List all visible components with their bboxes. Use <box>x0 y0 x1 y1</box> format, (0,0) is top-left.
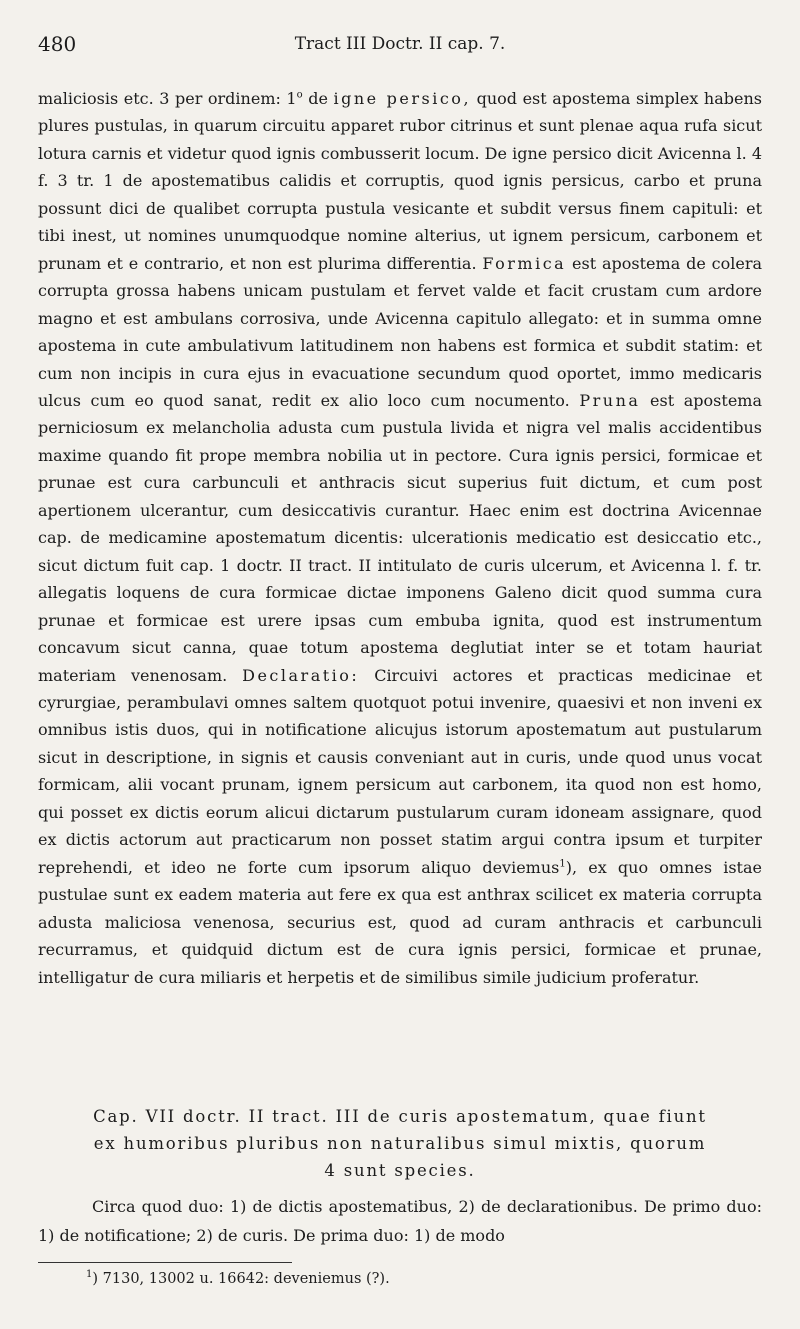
text-segment: est apostema de colera corrupta grossa habens unicam pustulam et fervet valde et facit crustam cum ardore magno et est ambulans corrosiva, unde Avicenna capitulo allegato: et in summa omne apostema in cute ambulativum latitudinem non habens est formica et subdit statim: et cum non incipis in cura ejus in evacuatione secundum quod oportet, immo medicaris ulcus cum eo quod sanat, redit ex alio loco cum nocumento. <box>38 253 762 410</box>
text-segment: Circuivi actores et practicas medicinae et cyrurgiae, perambulavi omnes saltem quotquot potui invenire, quaesivi et non inveni ex omnibus istis duos, qui in notificatione alicujus istorum apostematum aut pustularum sicut in descriptione, in signis et causis conveniant aut in curis, unde quod unus vocat formicam, alii vocant prunam, ignem persicum aut carbonem, ita quod non est homo, qui posset ex dictis eorum alicui dictarum pustularum curam idoneam assignare, quod ex dictis actorum aut practicarum non posset statim argui contra ipsum et turpiter reprehendi, et ideo ne forte cum ipsorum aliquo deviemus <box>38 665 762 877</box>
footnote-marker: 1 <box>86 1269 93 1281</box>
chapter-paragraph: Circa quod duo: 1) de dictis apostematibus, 2) de declarationibus. De primo duo: 1) de notificatione; 2) de curis. De prima duo: 1) de modo <box>38 1197 762 1245</box>
page-number: 480 <box>38 32 77 56</box>
term-ignis-persicus: igne persico, <box>333 89 472 108</box>
footnote-text: ) 7130, 13002 u. 16642: deveniemus (?). <box>92 1271 390 1287</box>
running-title: Tract III Doctr. II cap. 7. <box>294 34 506 54</box>
term-pruna: Pruna <box>579 390 641 410</box>
footnote-divider <box>38 1262 292 1263</box>
footnote <box>86 1268 762 1290</box>
text-segment: est apostema perniciosum ex melancholia adusta cum pustula livida et nigra vel malis accidentibus maxime quando fit prope membra nobilia ut in pectore. Cura ignis persici, formicae et prunae est cura carbunculi et anthracis sicut superius fuit dictum, et cum post apertionem ulcerantur, cum desiccativis curantur. Haec enim est doctrina Avicennae cap. de medicamine apostematum dicentis: ulcerationis medicatio est desiccatio etc., sicut dictum fuit cap. 1 doctr. II tract. II intitulato de curis ulcerum, et Avicenna l. f. tr. allegatis loquens de cura formicae dictae imponens Galeno dicit quod summa cura prunae et formicae est urere ipsas cum embuba ignita, quod est instrumentum concavum sicut canna, quae totum apostema deglutiat inter se et totam hauriat materiam venenosam. <box>38 390 762 685</box>
chapter-heading-line: Cap. VII doctr. II tract. III de curis apostematum, quae fiunt <box>93 1107 707 1126</box>
chapter-heading-line: ex humoribus pluribus non naturalibus simul mixtis, quorum <box>93 1134 707 1153</box>
text-segment: ), ex quo omnes istae pustulae sunt ex eadem materia aut fere ex qua est anthrax scilicet ex materia corrupta adusta maliciosa venenosa, securius est, quod ad curam anthracis et carbunculi recurramus, et quidquid dictum est de cura ignis persici, formicae et prunae, intelligatur de cura miliaris et herpetis et de similibus simile judicium proferatur. <box>38 857 762 987</box>
chapter-text <box>38 1192 762 1252</box>
page-header <box>38 32 762 62</box>
text-segment: de <box>302 89 334 108</box>
term-declaratio: Declaratio: <box>242 665 360 685</box>
footnote-reference[interactable]: 1 <box>559 858 566 870</box>
ordinal-mark: o <box>296 89 303 101</box>
chapter-heading <box>38 1103 762 1184</box>
chapter-heading-line: 4 sunt species. <box>324 1161 476 1180</box>
text-segment: maliciosis etc. 3 per ordinem: 1 <box>38 89 297 108</box>
main-paragraph <box>38 85 762 991</box>
term-formica: Formica <box>482 253 567 273</box>
main-text <box>38 85 762 1075</box>
text-segment: quod est apostema simplex habens plures pustulas, in quarum circuitu apparet rubor citrinus et sunt plenae aqua rufa sicut lotura carnis et videtur quod ignis combusserit locum. De igne persico dicit Avicenna l. 4 f. 3 tr. 1 de apostematibus calidis et corruptis, quod ignis persicus, carbo et pruna possunt dici de qualibet corrupta pustula vesicante et subdit versus finem capituli: et tibi inest, ut nomines unumquodque nomine alterius, ut ignem persicum, carbonem et prunam et e contrario, et non est plurima differentia. <box>38 89 762 273</box>
